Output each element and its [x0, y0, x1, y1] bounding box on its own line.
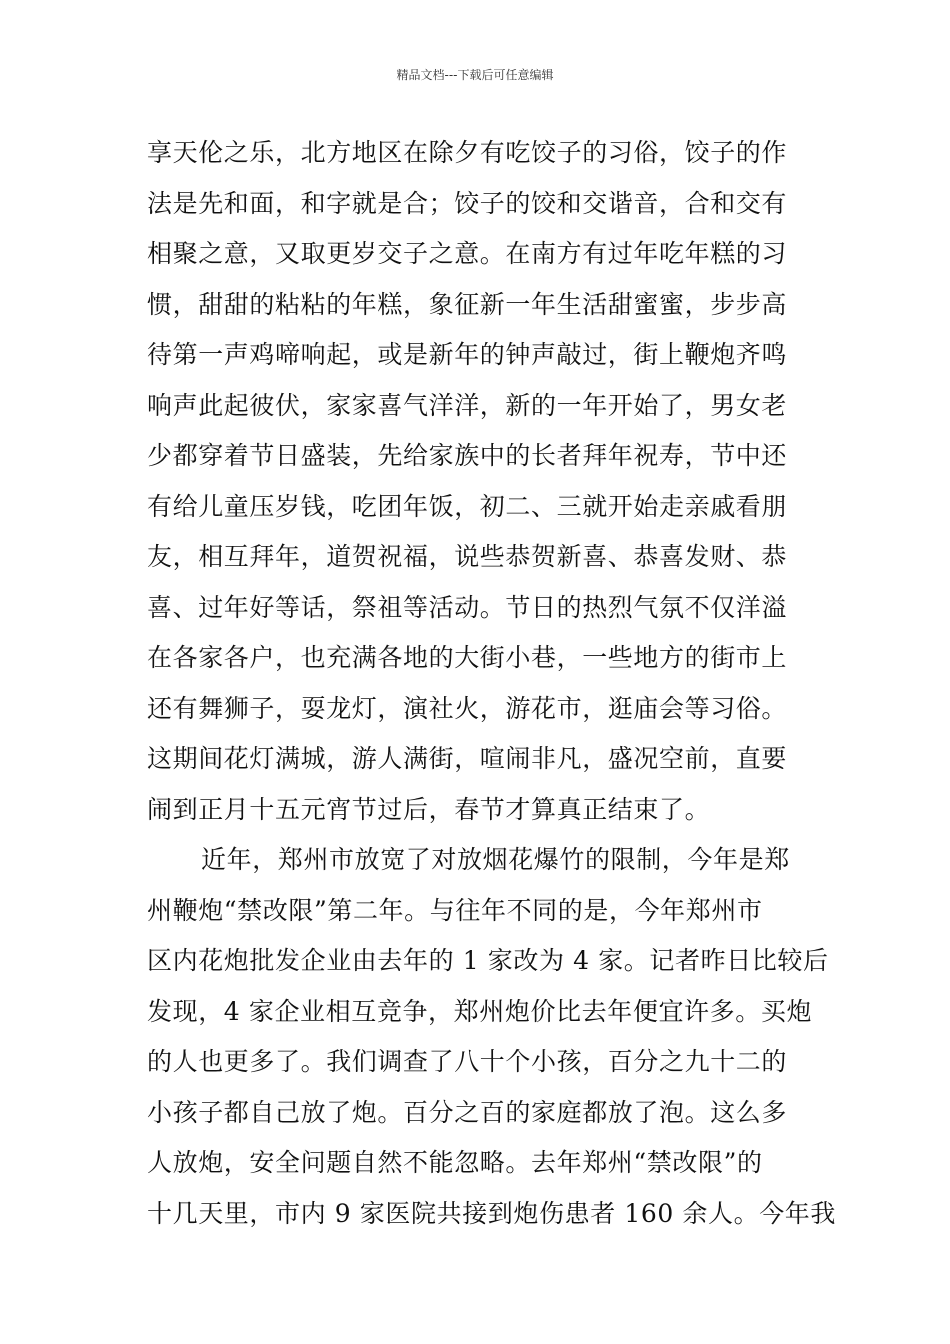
text-line: 少都穿着节日盛装，先给家族中的长者拜年祝寿，节中还	[147, 441, 788, 470]
text-line: 响声此起彼伏，家家喜气洋洋，新的一年开始了，男女老	[147, 390, 788, 420]
text-line: 法是先和面，和字就是合；饺子的饺和交谐音，合和交有	[147, 188, 788, 218]
text-line: 惯，甜甜的粘粘的年糕，象征新一年生活甜蜜蜜，步步高	[147, 289, 788, 319]
text-line: 人放炮，安全问题自然不能忽略。去年郑州“禁改限”的	[147, 1148, 763, 1177]
text-line: 有给儿童压岁钱，吃团年饭，初二、三就开始走亲戚看朋	[147, 491, 788, 521]
text-line: 闹到正月十五元宵节过后，春节才算真正结束了。	[147, 794, 711, 824]
document-body	[147, 128, 837, 1239]
text-line: 的人也更多了。我们调查了八十个小孩，百分之九十二的	[147, 1047, 788, 1076]
text-line: 还有舞狮子，耍龙灯，演社火，游花市，逛庙会等习俗。	[147, 693, 788, 723]
text-line: 近年，郑州市放宽了对放烟花爆竹的限制，今年是郑	[201, 845, 790, 874]
text-line: 小孩子都自己放了炮。百分之百的家庭都放了泡。这么多	[147, 1097, 788, 1127]
text-line: 待第一声鸡啼响起，或是新年的钟声敲过，街上鞭炮齐鸣	[147, 340, 788, 369]
text-line: 发现，4 家企业相互竞争，郑州炮价比去年便宜许多。买炮	[147, 996, 813, 1026]
text-line: 在各家各户，也充满各地的大街小巷，一些地方的街市上	[147, 643, 788, 672]
paragraph	[147, 128, 807, 835]
text-line: 州鞭炮“禁改限”第二年。与往年不同的是，今年郑州市	[147, 895, 763, 925]
paragraph	[147, 835, 837, 1239]
text-line: 喜、过年好等话，祭祖等活动。节日的热烈气氛不仅洋溢	[147, 592, 788, 622]
text-line: 十几天里，市内 9 家医院共接到炮伤患者 160 余人。今年我	[147, 1198, 837, 1228]
text-line: 相聚之意，又取更岁交子之意。在南方有过年吃年糕的习	[147, 239, 788, 268]
text-line: 区内花炮批发企业由去年的 1 家改为 4 家。记者昨日比较后	[147, 946, 829, 975]
text-line: 这期间花灯满城，游人满街，喧闹非凡，盛况空前，直要	[147, 744, 788, 773]
page-header: 精品文档---下载后可任意编辑	[396, 68, 554, 82]
text-line: 友，相互拜年，道贺祝福，说些恭贺新喜、恭喜发财、恭	[147, 542, 788, 571]
text-line: 享天伦之乐，北方地区在除夕有吃饺子的习俗，饺子的作	[147, 138, 788, 167]
